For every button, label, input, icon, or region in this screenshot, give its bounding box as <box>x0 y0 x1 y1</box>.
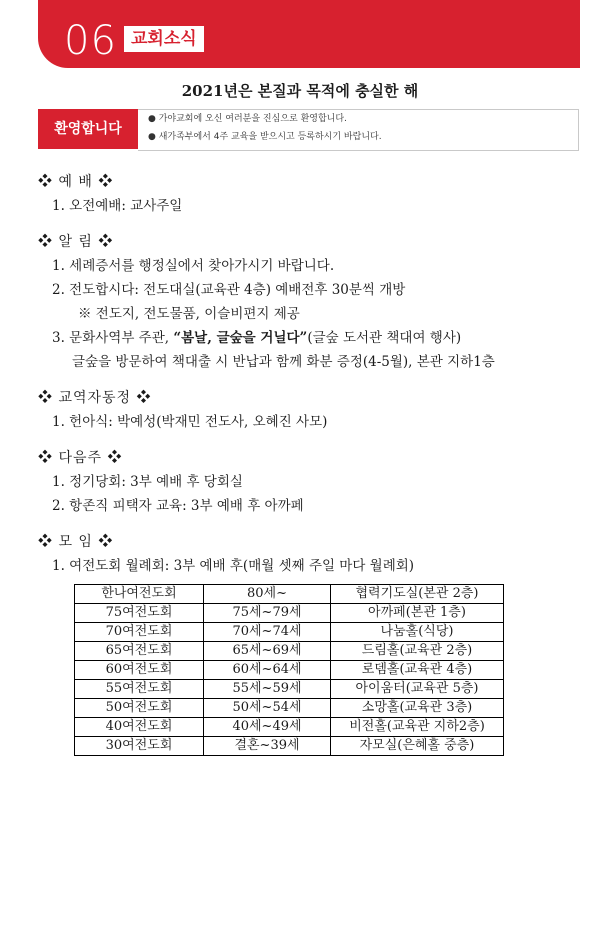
group-name-cell: 60여전도회 <box>75 661 204 680</box>
welcome-banner <box>38 109 580 151</box>
event-name: “봄날, 글숲을 거닐다” <box>173 330 308 346</box>
welcome-message-box <box>138 109 579 151</box>
group-name-cell: 75여전도회 <box>75 604 204 623</box>
group-name-cell: 55여전도회 <box>75 680 204 699</box>
next-week-heading: ❖ 다음주 ❖ <box>38 450 123 466</box>
location-cell: 비전홀(교육관 지하2층) <box>331 718 504 737</box>
announcements <box>38 170 583 578</box>
age-range-cell: 결혼~39세 <box>204 737 331 756</box>
location-cell: 협력기도실(본관 2층) <box>331 585 504 604</box>
table-row <box>75 661 504 680</box>
list-item: 1. 오전예배: 교사주일 <box>52 198 183 214</box>
location-cell: 드림홀(교육관 2층) <box>331 642 504 661</box>
location-cell: 로뎀홀(교육관 4층) <box>331 661 504 680</box>
header-banner <box>38 0 580 68</box>
age-range-cell: 55세~59세 <box>204 680 331 699</box>
list-item: 1. 세례증서를 행정실에서 찾아가시기 바랍니다. <box>52 258 335 274</box>
location-cell: 나눔홀(식당) <box>331 623 504 642</box>
meetings-table <box>74 584 504 756</box>
group-name-cell: 40여전도회 <box>75 718 204 737</box>
ministers-heading: ❖ 교역자동정 ❖ <box>38 390 152 406</box>
table-row <box>75 623 504 642</box>
list-item: 1. 여전도회 월례회: 3부 예배 후(매월 셋째 주일 마다 월례회) <box>52 558 415 574</box>
meetings-heading: ❖ 모 임 ❖ <box>38 534 114 550</box>
page-title: 2021년은 본질과 목적에 충실한 해 <box>181 82 419 100</box>
list-item: 2. 항존직 피택자 교육: 3부 예배 후 아까페 <box>52 498 304 514</box>
location-cell: 아이움터(교육관 5층) <box>331 680 504 699</box>
table-row <box>75 737 504 756</box>
list-subitem: 글숲을 방문하여 책대출 시 반납과 함께 화분 증정(4-5월), 본관 지하1층 <box>72 354 495 370</box>
list-item <box>38 326 583 350</box>
worship-heading: ❖ 예 배 ❖ <box>38 174 114 190</box>
age-range-cell: 65세~69세 <box>204 642 331 661</box>
section-title: 교회소식 <box>124 26 204 52</box>
section-number: 06 <box>64 18 117 64</box>
notice-item3-suffix: (글숲 도서관 책대여 행사) <box>307 330 462 346</box>
age-range-cell: 60세~64세 <box>204 661 331 680</box>
group-name-cell: 70여전도회 <box>75 623 204 642</box>
age-range-cell: 70세~74세 <box>204 623 331 642</box>
list-item: 2. 전도합시다: 전도대실(교육관 4층) 예배전후 30분씩 개방 <box>52 282 406 298</box>
notice-heading: ❖ 알 림 ❖ <box>38 234 114 250</box>
table-row <box>75 680 504 699</box>
age-range-cell: 75세~79세 <box>204 604 331 623</box>
list-item: 1. 헌아식: 박예성(박재민 전도사, 오혜진 사모) <box>52 414 328 430</box>
table-row <box>75 699 504 718</box>
welcome-label: 환영합니다 <box>38 109 138 149</box>
welcome-line: ● 가야교회에 오신 여러분을 진심으로 환영합니다. <box>148 114 347 124</box>
group-name-cell: 한나여전도회 <box>75 585 204 604</box>
table-row <box>75 642 504 661</box>
group-name-cell: 50여전도회 <box>75 699 204 718</box>
list-subitem: ※ 전도지, 전도물품, 이슬비편지 제공 <box>78 306 300 322</box>
age-range-cell: 80세~ <box>204 585 331 604</box>
group-name-cell: 30여전도회 <box>75 737 204 756</box>
notice-item3-prefix: 3. 문화사역부 주관, <box>52 330 174 346</box>
age-range-cell: 50세~54세 <box>204 699 331 718</box>
list-item: 1. 정기당회: 3부 예배 후 당회실 <box>52 474 243 490</box>
location-cell: 소망홀(교육관 3층) <box>331 699 504 718</box>
table-row <box>75 604 504 623</box>
group-name-cell: 65여전도회 <box>75 642 204 661</box>
age-range-cell: 40세~49세 <box>204 718 331 737</box>
welcome-line: ● 새가족부에서 4주 교육을 받으시고 등록하시기 바랍니다. <box>148 132 382 142</box>
table-row <box>75 718 504 737</box>
table-row <box>75 585 504 604</box>
location-cell: 자모실(은혜홀 중층) <box>331 737 504 756</box>
location-cell: 아까페(본관 1층) <box>331 604 504 623</box>
